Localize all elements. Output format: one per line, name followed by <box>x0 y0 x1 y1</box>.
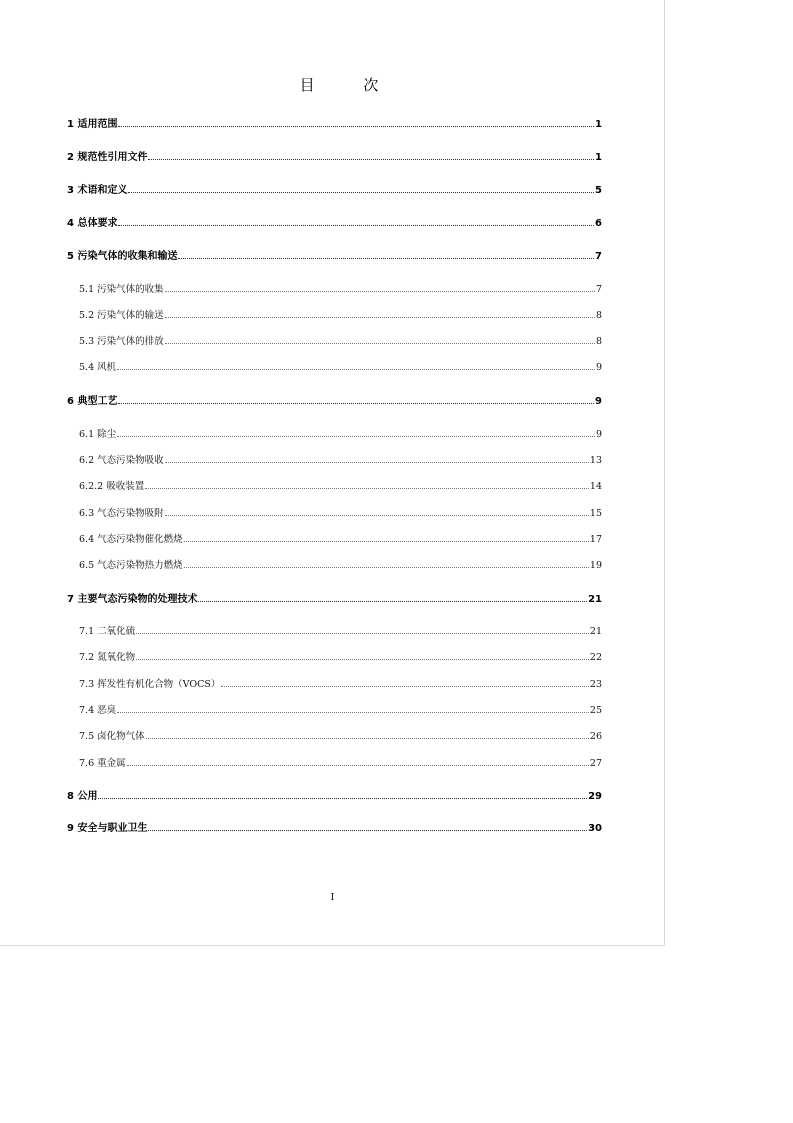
toc-entry-text: 9 安全与职业卫生 <box>67 823 148 834</box>
toc-entry-text: 6.2 气态污染物吸收 <box>79 455 164 466</box>
toc-leader <box>118 126 594 127</box>
toc-entry-text: 5.3 污染气体的排放 <box>79 336 164 347</box>
toc-leader <box>127 765 589 766</box>
toc-leader <box>146 738 589 739</box>
toc-page-number: 25 <box>589 705 602 716</box>
toc-page-number: 9 <box>595 429 602 440</box>
toc-page-number: 9 <box>595 362 602 373</box>
toc-entry-5-3[interactable] <box>79 335 602 349</box>
toc-leader <box>165 462 589 463</box>
toc-entry-text: 7.1 二氧化硫 <box>79 626 136 637</box>
toc-leader <box>165 291 595 292</box>
toc-page-number: 22 <box>589 652 602 663</box>
toc-entry-text: 7.3 挥发性有机化合物（VOCS） <box>79 679 221 690</box>
toc-entry-text: 2 规范性引用文件 <box>67 152 148 163</box>
toc-page-number: 6 <box>595 218 602 229</box>
toc-entry-6-2-2[interactable] <box>79 480 602 494</box>
toc-leader <box>184 567 589 568</box>
toc-page-number: 27 <box>589 758 602 769</box>
toc-entry-3[interactable] <box>67 184 602 198</box>
toc-leader <box>118 225 594 226</box>
toc-entry-6-5[interactable] <box>79 559 602 573</box>
toc-entry-text: 6.5 气态污染物热力燃烧 <box>79 560 183 571</box>
toc-entry-7-4[interactable] <box>79 704 602 718</box>
toc-page-number: 19 <box>589 560 602 571</box>
toc-entry-text: 3 术语和定义 <box>67 185 128 196</box>
toc-page-number: 26 <box>589 731 602 742</box>
toc-page-number: 30 <box>588 823 602 834</box>
toc-leader <box>148 830 587 831</box>
toc-entry-text: 7.2 氮氧化物 <box>79 652 136 663</box>
toc-entry-text: 6.4 气态污染物催化燃烧 <box>79 534 183 545</box>
toc-leader <box>165 343 595 344</box>
toc-page-number: 21 <box>588 594 602 605</box>
page-number: I <box>330 893 335 903</box>
toc-entry-text: 4 总体要求 <box>67 218 118 229</box>
toc-entry-9[interactable] <box>67 822 602 836</box>
toc-leader <box>118 403 594 404</box>
toc-leader <box>145 488 589 489</box>
toc-page-number: 17 <box>589 534 602 545</box>
toc-leader <box>165 515 589 516</box>
toc-entry-text: 8 公用 <box>67 791 98 802</box>
toc-entry-7-3[interactable] <box>79 678 602 692</box>
toc-entry-4[interactable] <box>67 217 602 231</box>
toc-entry-7-1[interactable] <box>79 625 602 639</box>
toc-title: 目 次 <box>299 76 401 94</box>
toc-entry-5[interactable] <box>67 250 602 264</box>
toc-page-number: 8 <box>595 336 602 347</box>
toc-page-number: 29 <box>588 791 602 802</box>
toc-entry-5-1[interactable] <box>79 283 602 297</box>
toc-entry-text: 7.5 卤化物气体 <box>79 731 145 742</box>
toc-page-number: 15 <box>589 508 602 519</box>
toc-page-number: 1 <box>595 152 602 163</box>
toc-entry-6-1[interactable] <box>79 428 602 442</box>
toc-leader <box>178 258 594 259</box>
toc-entry-text: 5.4 风机 <box>79 362 117 373</box>
toc-entry-text: 5.1 污染气体的收集 <box>79 284 164 295</box>
toc-page-number: 14 <box>589 481 602 492</box>
toc-leader <box>136 659 589 660</box>
toc-leader <box>221 686 589 687</box>
toc-entry-text: 6.1 除尘 <box>79 429 117 440</box>
toc-entry-7[interactable] <box>67 593 602 607</box>
toc-page-number: 7 <box>595 251 602 262</box>
toc-entry-7-6[interactable] <box>79 757 602 771</box>
toc-entry-2[interactable] <box>67 151 602 165</box>
toc-entry-5-4[interactable] <box>79 361 602 375</box>
toc-leader <box>98 798 587 799</box>
toc-page-number: 21 <box>589 626 602 637</box>
toc-page-number: 5 <box>595 185 602 196</box>
toc-leader <box>184 541 589 542</box>
toc-entry-text: 7.4 恶臭 <box>79 705 117 716</box>
toc-entry-text: 6.3 气态污染物吸附 <box>79 508 164 519</box>
toc-entry-6-2[interactable] <box>79 454 602 468</box>
toc-entry-1[interactable] <box>67 118 602 132</box>
toc-leader <box>136 633 589 634</box>
toc-page-number: 13 <box>589 455 602 466</box>
toc-entry-6-3[interactable] <box>79 507 602 521</box>
toc-leader <box>117 712 589 713</box>
toc-entry-text: 5.2 污染气体的输送 <box>79 310 164 321</box>
toc-entry-text: 1 适用范围 <box>67 119 118 130</box>
toc-entry-text: 6 典型工艺 <box>67 396 118 407</box>
toc-page-number: 7 <box>595 284 602 295</box>
toc-leader <box>165 317 595 318</box>
toc-leader <box>117 436 595 437</box>
toc-entry-7-2[interactable] <box>79 651 602 665</box>
toc-entry-8[interactable] <box>67 790 602 804</box>
toc-entry-5-2[interactable] <box>79 309 602 323</box>
toc-entry-text: 5 污染气体的收集和输送 <box>67 251 178 262</box>
toc-page-number: 8 <box>595 310 602 321</box>
toc-entry-text: 7.6 重金属 <box>79 758 126 769</box>
toc-entry-6[interactable] <box>67 395 602 409</box>
toc-entry-text: 6.2.2 吸收装置 <box>79 481 145 492</box>
toc-page-number: 9 <box>595 396 602 407</box>
toc-page-number: 23 <box>589 679 602 690</box>
toc-page-number: 1 <box>595 119 602 130</box>
toc-leader <box>198 601 587 602</box>
toc-entry-6-4[interactable] <box>79 533 602 547</box>
toc-entry-text: 7 主要气态污染物的处理技术 <box>67 594 198 605</box>
toc-leader <box>148 159 594 160</box>
toc-entry-7-5[interactable] <box>79 730 602 744</box>
toc-leader <box>117 369 595 370</box>
toc-leader <box>128 192 594 193</box>
